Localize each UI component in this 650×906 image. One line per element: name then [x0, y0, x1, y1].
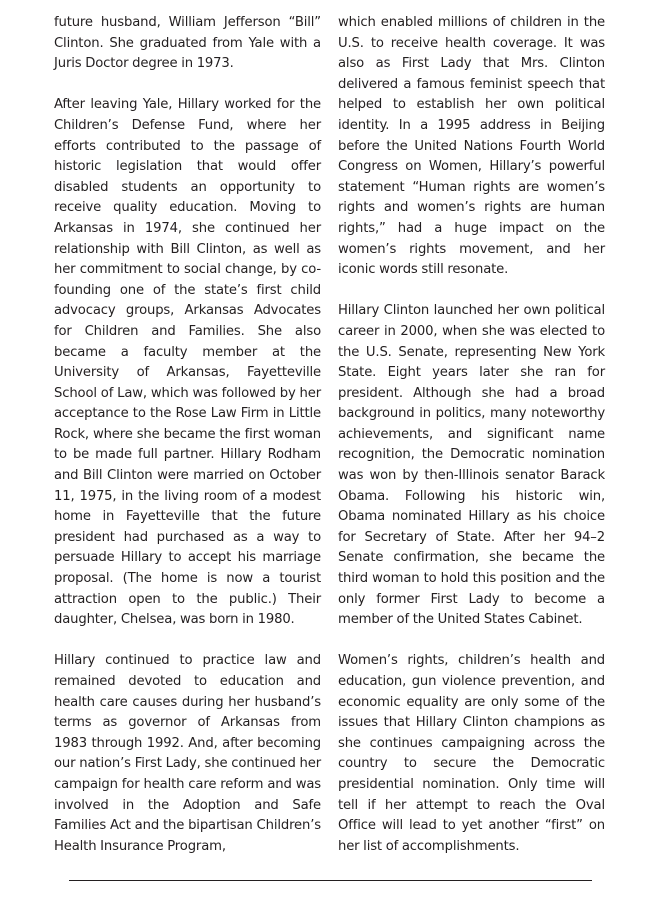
paragraph: After leaving Yale, Hillary worked for the Children’s Defense Fund, where her efforts contributed to the passage of historic legislation that would offer disabled students an opportunity to receive quality education. Moving to Arkansas in 1974, she continued her relationship with Bill Clinton, as well as her commitment to social change, by co-founding one of the state’s first child advocacy groups, Arkansas Advocates for Children and Families. She also became a faculty member at the University of Arkansas, Fayetteville School of Law, which was followed by her acceptance to the Rose Law Firm in Little Rock, where she became the first woman to be made full partner. Hillary Rodham and Bill Clinton were married on October 11, 1975, in the living room of a modest home in Fayetteville that the future president had purchased as a way to persuade Hillary to accept his marriage proposal. (The home is now a tourist attraction open to the public.) Their daughter, Chelsea, was born in 1980. — [54, 97, 321, 628]
paragraph: which enabled millions of children in the U.S. to receive health coverage. It was also as First Lady that Mrs. Clinton delivered a famous feminist speech that helped to establish her own political identity. In a 1995 address in Beijing before the United Nations Fourth World Congress on Women, Hillary’s powerful statement “Human rights are women’s rights and women’s rights are human rights,” had a huge impact on the women’s rights movement, and her iconic words still resonate. — [338, 15, 605, 278]
paragraph: Hillary Clinton launched her own political career in 2000, when she was elected to the U.S. Senate, representing New York State. Eight years later she ran for president. Although she had a broad background in politics, many noteworthy achievements, and significant name recognition, the Democratic nomination was won by then-Illinois senator Barack Obama. Following his historic win, Obama nominated Hillary as his choice for Secretary of State. After her 94–2 Senate confirmation, she became the third woman to hold this position and the only former First Lady to become a member of the United States Cabinet. — [338, 303, 605, 628]
left-text-column — [54, 13, 321, 857]
paragraph: future husband, William Jefferson “Bill” Clinton. She graduated from Yale with a Juris Doctor degree in 1973. — [54, 15, 321, 72]
paragraph: Hillary continued to practice law and remained devoted to education and health care causes during her husband’s terms as governor of Arkansas from 1983 through 1992. And, after becoming our nation’s First Lady, she continued her campaign for health care reform and was involved in the Adoption and Safe Families Act and the bipartisan Children’s Health Insurance Program, — [54, 653, 321, 854]
right-text-column — [338, 13, 605, 857]
footer-divider — [69, 880, 592, 881]
paragraph: Women’s rights, children’s health and education, gun violence prevention, and economic equality are only some of the issues that Hillary Clinton champions as she continues campaigning across the country to secure the Democratic presidential nomination. Only time will tell if her attempt to reach the Oval Office will lead to yet another “first” on her list of accomplishments. — [338, 653, 605, 854]
